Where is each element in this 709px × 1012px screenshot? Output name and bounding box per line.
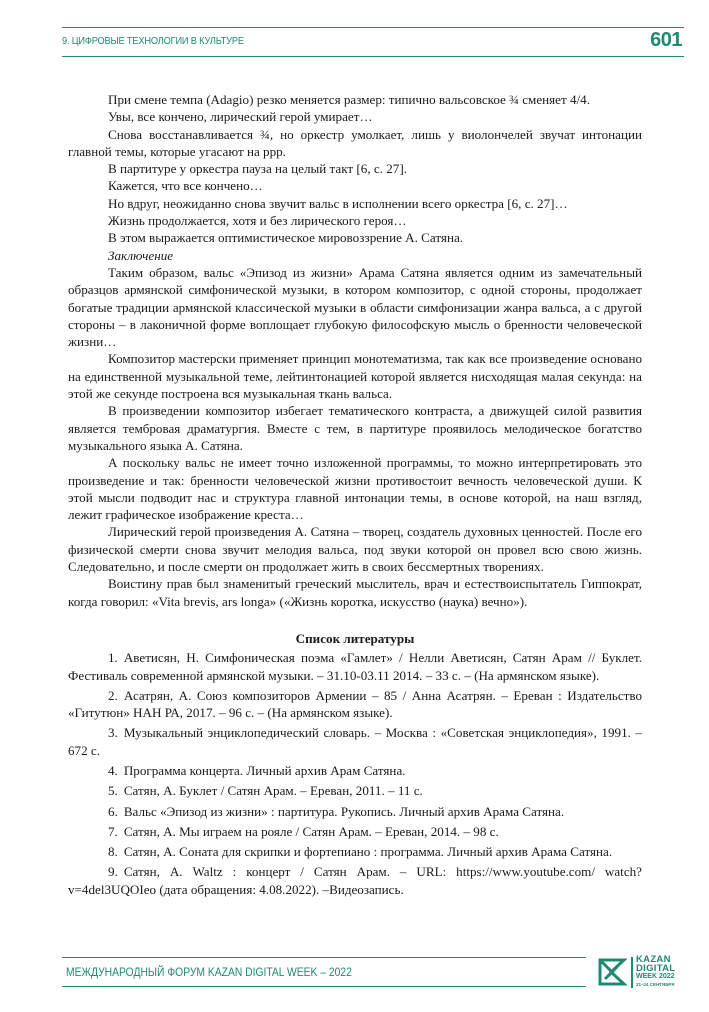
reference-item (68, 687, 642, 722)
article-body (68, 91, 642, 901)
reference-number: 2. (108, 687, 118, 703)
reference-number: 8. (108, 844, 118, 860)
reference-text: Программа концерта. Личный архив Арам Сатяна. (123, 762, 406, 778)
paragraph: Композитор мастерски применяет принцип монотематизма, так как все произведение основано на единственной музыкальной теме, лейтинтонацией которой является нисходящая малая секунда: на этой же секунде построена вся музыкальная ткань вальса. (68, 351, 642, 402)
reference-item (68, 803, 642, 820)
reference-item (68, 649, 642, 684)
reference-number: 3. (108, 725, 118, 741)
reference-number: 6. (108, 803, 118, 819)
reference-item (68, 843, 642, 860)
paragraph: Таким образом, вальс «Эпизод из жизни» Арама Сатяна является одним из замечательный образцов армянской симфонической музыки, в котором композитор, с одной стороны, продолжает богатые традиции армянской классической музыки в области симфонизации жанра вальса, а с другой стороны – в лаконичной форме воплощает глубокую философскую мысль о бренности человеческой жизни… (68, 264, 642, 350)
logo-line-digital: DIGITAL (636, 962, 676, 974)
reference-item (68, 863, 642, 898)
reference-text: Музыкальный энциклопедический словарь. – Москва : «Советская энциклопедия», 1991. – 672 с. (68, 725, 642, 758)
kazan-digital-week-logo-icon (597, 957, 627, 987)
reference-text: Сатян, А. Мы играем на рояле / Сатян Арам. – Ереван, 2014. – 98 с. (123, 823, 499, 839)
reference-text: Сатян, А. Waltz : концерт / Сатян Арам. – URL: https://www.youtube.com/ watch?v=4del3UQOIeo (дата обращения: 4.08.2022). –Видеозапись. (68, 864, 642, 897)
paragraph: Жизнь продолжается, хотя и без лирического героя… (108, 213, 407, 229)
conclusion-heading: Заключение (108, 247, 174, 263)
references-title: Список литературы (295, 630, 415, 646)
reference-item (68, 782, 642, 799)
paragraph: А поскольку вальс не имеет точно изложенной программы, то можно интерпретировать это произведение и так: бренности человеческой жизни противостоит вечность человеческой души. К этой мысли подводит нас и структура главной интонации темы, в основе которой, на наш взгляд, лежит графическое изображение креста… (68, 455, 642, 523)
paragraph: Воистину прав был знаменитый греческий мыслитель, врач и естествоиспытатель Гиппократ, когда говорил: «Vita brevis, ars longa» («Жизнь коротка, искусство (наука) вечно»). (68, 576, 642, 609)
footer-forum-title: МЕЖДУНАРОДНЫЙ ФОРУМ KAZAN DIGITAL WEEK – 2022 (66, 965, 352, 979)
reference-text: Вальс «Эпизод из жизни» : партитура. Рукопись. Личный архив Арама Сатяна. (123, 803, 565, 819)
logo-line-dates: 21–24 СЕНТЯБРЯ (636, 981, 675, 987)
reference-item (68, 762, 642, 779)
logo-wordmark (636, 956, 675, 988)
reference-number: 9. (108, 864, 118, 880)
logo-line-kazan: KAZAN (636, 954, 671, 965)
page-number: 601 (650, 29, 682, 51)
logo-line-week: WEEK 2022 (636, 973, 675, 980)
paragraph: В партитуре у оркестра пауза на целый такт [6, с. 27]. (108, 161, 407, 177)
paragraph: Лирический герой произведения А. Сатяна – творец, создатель духовных ценностей. После его физической смерти снова звучит мелодия вальса, под звуки которой он провел всю свою жизнь. Следовательно, и после смерти он продолжает жить в своих бессмертных творениях. (68, 524, 642, 575)
reference-number: 1. (108, 650, 118, 666)
reference-text: Асатрян, А. Союз композиторов Армении – 85 / Анна Асатрян. – Ереван : Издательство «Гитутюн» НАН РА, 2017. – 96 с. – (На армянском языке). (68, 687, 642, 721)
reference-text: Сатян, А. Соната для скрипки и фортепиано : программа. Личный архив Арама Сатяна. (123, 844, 613, 860)
paragraph: Кажется, что все кончено… (108, 178, 263, 194)
page-header (62, 27, 684, 57)
reference-text: Сатян, А. Буклет / Сатян Арам. – Ереван, 2011. – 11 с. (123, 783, 423, 799)
reference-item (68, 724, 642, 759)
kazan-digital-week-logo (597, 955, 689, 991)
section-title: 9. ЦИФРОВЫЕ ТЕХНОЛОГИИ В КУЛЬТУРЕ (62, 35, 244, 47)
paragraph: Снова восстанавливается ¾, но оркестр умолкает, лишь у виолончелей звучат интонации главной темы, которые угасают на ppp. (68, 126, 642, 159)
paragraph: При смене темпа (Adagio) резко меняется размер: типично вальсовское ¾ сменяет 4/4. (108, 92, 590, 107)
paragraph: В этом выражается оптимистическое мировоззрение А. Сатяна. (108, 230, 464, 246)
reference-item (68, 823, 642, 840)
logo-divider (631, 957, 633, 988)
paragraph: В произведении композитор избегает тематического контраста, а движущей силой развития является тембровая драматургия. Вместе с тем, в партитуре проявилось мелодическое богатство музыкального языка А. Сатяна. (68, 403, 642, 453)
reference-text: Аветисян, Н. Симфоническая поэма «Гамлет» / Нелли Аветисян, Сатян Арам // Буклет. Фестиваль современной армянской музыки. – 31.10-03.11 2014. – 33 с. – (На армянском языке). (68, 650, 642, 683)
paragraph: Но вдруг, неожиданно снова звучит вальс в исполнении всего оркестра [6, с. 27]… (108, 195, 568, 211)
page-footer (62, 957, 586, 987)
reference-number: 5. (108, 783, 118, 799)
reference-number: 7. (108, 823, 118, 839)
paragraph: Увы, все кончено, лирический герой умирает… (108, 109, 373, 125)
reference-number: 4. (108, 762, 118, 778)
